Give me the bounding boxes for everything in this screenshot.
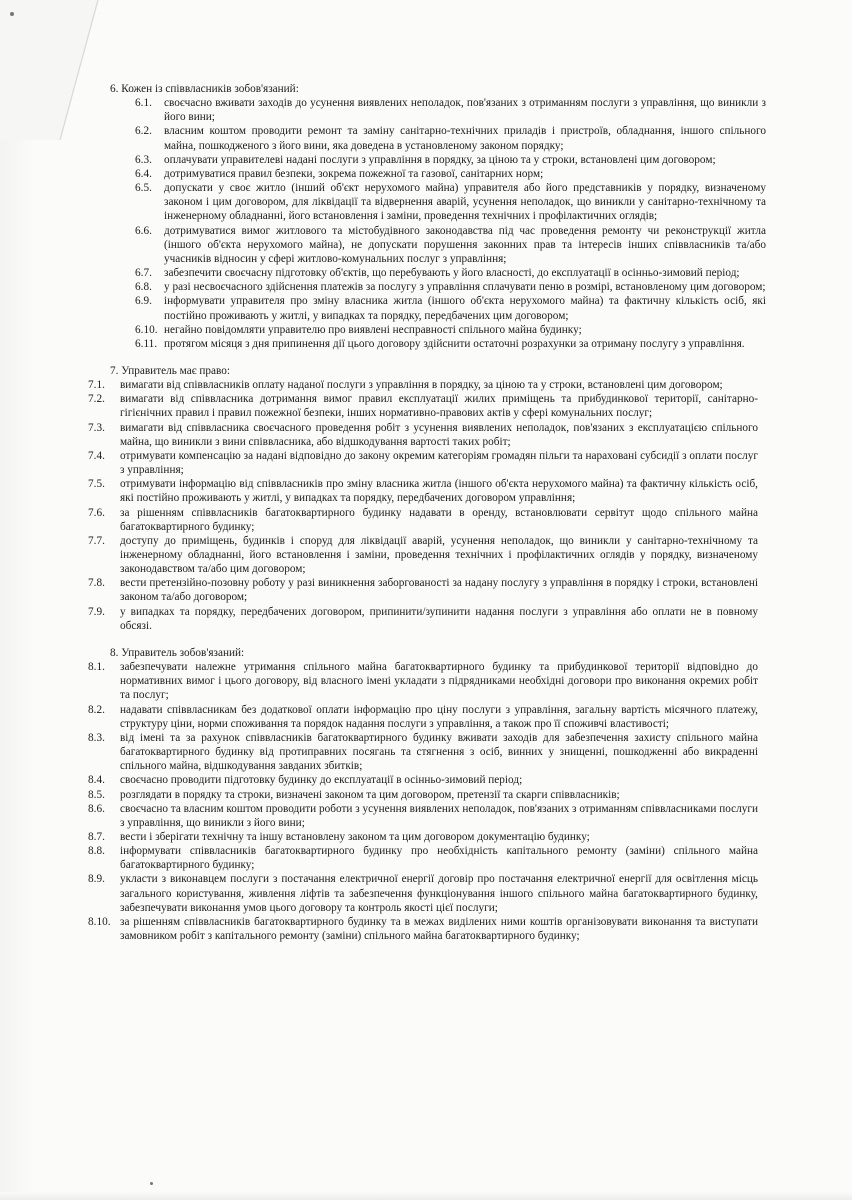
document-body bbox=[0, 82, 852, 943]
clause-number: 6.4. bbox=[135, 167, 152, 180]
clause-number: 8.8. bbox=[88, 845, 105, 858]
clause-text: інформувати управителя про зміну власника житла (іншого об'єкта нерухомого майна) та фактичну кількість осіб, які постійно проживають у житлі, у випадках та порядку, передбачених цим договором; bbox=[164, 295, 766, 322]
clause-text: вести претензійно-позовну роботу у разі виникнення заборгованості за надану послугу з управління в порядку і строки, встановлені законом та/або договором; bbox=[120, 577, 758, 604]
clause-item bbox=[0, 378, 852, 392]
clause-item bbox=[0, 872, 852, 914]
clause-list bbox=[0, 378, 852, 633]
clause-number: 7.8. bbox=[88, 577, 105, 590]
clause-number: 6.3. bbox=[135, 153, 152, 166]
clause-item bbox=[0, 392, 852, 420]
clause-number: 8.10. bbox=[88, 915, 111, 928]
clause-text: забезпечувати належне утримання спільного майна багатоквартирного будинку та прибудинкової території відповідно до нормативних вимог і цього договору, від власного імені укладати з підрядниками необхідні договори про виконання окремих робіт та послуг; bbox=[120, 661, 758, 702]
clause-text: у випадках та порядку, передбачених договором, припинити/зупинити надання послуги з управління або оплати не в повному обсязі. bbox=[120, 605, 758, 632]
clause-item bbox=[0, 802, 852, 830]
section-heading: 6. Кожен із співвласників зобов'язаний: bbox=[110, 83, 299, 95]
clause-item bbox=[0, 96, 852, 124]
clause-item bbox=[0, 830, 852, 844]
clause-number: 8.2. bbox=[88, 703, 105, 716]
clause-item bbox=[0, 660, 852, 702]
clause-text: дотримуватися вимог житлового та містобудівного законодавства під час проведення ремонту чи реконструкції житла (іншого об'єкта нерухомого майна), не допускати порушення законних прав та інтересів інших співвласників та/або учасників відносин у сфері житлово-комунальних послуг з управління; bbox=[164, 224, 766, 265]
section-heading: 7. Управитель має право: bbox=[110, 364, 230, 377]
clause-number: 7.6. bbox=[88, 506, 105, 519]
clause-item bbox=[0, 576, 852, 604]
clause-number: 6.10. bbox=[135, 323, 158, 336]
section-8 bbox=[0, 646, 852, 943]
clause-number: 6.6. bbox=[135, 224, 152, 237]
clause-text: розглядати в порядку та строки, визначені законом та цим договором, претензії та скарги співвласників; bbox=[120, 788, 620, 801]
clause-text: забезпечити своєчасну підготовку об'єктів, що перебувають у його власності, до експлуатації в осінньо-зимовий період; bbox=[164, 267, 740, 280]
clause-number: 7.9. bbox=[88, 605, 105, 618]
clause-list bbox=[0, 96, 852, 351]
clause-number: 8.5. bbox=[88, 788, 105, 801]
clause-number: 6.5. bbox=[135, 182, 152, 195]
punch-mark-bottom bbox=[150, 1182, 153, 1185]
clause-item bbox=[0, 124, 852, 152]
clause-text: протягом місяця з дня припинення дії цього договору здійснити остаточні розрахунки за отриману послугу з управління. bbox=[164, 337, 745, 350]
clause-number: 8.1. bbox=[88, 661, 105, 674]
clause-number: 7.4. bbox=[88, 449, 105, 462]
clause-item bbox=[0, 844, 852, 872]
clause-text: у разі несвоєчасного здійснення платежів за послугу з управління сплачувати пеню в розмірі, встановленому цим договором; bbox=[164, 281, 766, 294]
clause-item bbox=[0, 280, 852, 294]
clause-item bbox=[0, 506, 852, 534]
clause-item bbox=[0, 731, 852, 773]
clause-text: допускати у своє житло (інший об'єкт нерухомого майна) управителя або його представників у порядку, визначеному законом і цим договором, для ліквідації та відвернення аварій, усунення неполадок, що виникли у санітарно-технічному та інженерному обладнанні, його встановлення і заміни, проведення технічних і профілактичних оглядів; bbox=[164, 182, 766, 223]
clause-item bbox=[0, 421, 852, 449]
clause-text: вимагати від співвласника своєчасного проведення робіт з усунення виявлених неполадок, пов'язаних з експлуатацією спільного майна, що виникли з вини співвласника, або відшкодування вартості таких робіт; bbox=[120, 421, 758, 448]
clause-number: 8.9. bbox=[88, 873, 105, 886]
clause-text: вести і зберігати технічну та іншу встановлену законом та цим договором документацію будинку; bbox=[120, 830, 590, 843]
section-7 bbox=[0, 364, 852, 633]
clause-text: негайно повідомляти управителю про виявлені несправності спільного майна будинку; bbox=[164, 323, 582, 336]
page-bottom-edge bbox=[0, 1192, 852, 1200]
clause-item bbox=[0, 703, 852, 731]
clause-number: 8.7. bbox=[88, 830, 105, 843]
clause-item bbox=[0, 294, 852, 322]
clause-number: 8.6. bbox=[88, 802, 105, 815]
clause-number: 8.4. bbox=[88, 774, 105, 787]
clause-text: дотримуватися правил безпеки, зокрема пожежної та газової, санітарних норм; bbox=[164, 167, 544, 180]
clause-text: за рішенням співвласників багатоквартирного будинку надавати в оренду, встановлювати сервітут щодо спільного майна багатоквартирного будинку; bbox=[120, 506, 758, 533]
clause-item bbox=[0, 477, 852, 505]
clause-item bbox=[0, 605, 852, 633]
clause-text: отримувати компенсацію за надані відповідно до закону окремим категоріям громадян пільги та нараховані субсидії з оплати послуг з управління; bbox=[120, 449, 758, 477]
clause-item bbox=[0, 915, 852, 943]
clause-item bbox=[0, 167, 852, 181]
clause-number: 6.9. bbox=[135, 295, 152, 308]
clause-number: 6.7. bbox=[135, 267, 152, 280]
clause-text: доступу до приміщень, будинків і споруд для ліквідації аварій, усунення неполадок, що виникли у санітарно-технічному та інженерному обладнанні, його встановлення і заміни, проведення технічних і профілактичних оглядів у порядку, визначеному законодавством та/або цим договором; bbox=[120, 534, 758, 576]
clause-number: 7.3. bbox=[88, 421, 105, 434]
clause-text: своєчасно вживати заходів до усунення виявлених неполадок, пов'язаних з отриманням послуги з управління, що виникли з його вини; bbox=[164, 97, 766, 124]
section-heading: 8. Управитель зобов'язаний: bbox=[110, 646, 245, 659]
clause-item bbox=[0, 224, 852, 266]
punch-mark bbox=[10, 12, 14, 16]
clause-item bbox=[0, 449, 852, 477]
clause-number: 7.2. bbox=[88, 393, 105, 406]
clause-text: надавати співвласникам без додаткової оплати інформацію про ціну послуги з управління, загальну вартість місячного платежу, структуру ціни, норми споживання та порядок надання послуги з управління, а також про її споживчі властивості; bbox=[120, 703, 758, 730]
clause-text: від імені та за рахунок співвласників багатоквартирного будинку вживати заходів для забезпечення захисту спільного майна багатоквартирного будинку від протиправних посягань та стягнення з осіб, винних у знищенні, пошкодженні або викраденні спільного майна, відшкодування завданих збитків; bbox=[120, 731, 758, 773]
clause-text: укласти з виконавцем послуги з постачання електричної енергії договір про постачання електричної енергії для освітлення місць загального користування, живлення ліфтів та забезпечення функціонування іншого спільного майна багатоквартирного будинку, забезпечувати виконання умов цього договору та контроль якості цієї послуги; bbox=[120, 873, 758, 914]
clause-item bbox=[0, 266, 852, 280]
clause-item bbox=[0, 181, 852, 223]
clause-item bbox=[0, 323, 852, 337]
clause-number: 6.1. bbox=[135, 97, 152, 110]
clause-list bbox=[0, 660, 852, 943]
clause-number: 8.3. bbox=[88, 731, 105, 744]
clause-number: 6.2. bbox=[135, 125, 152, 138]
clause-text: своєчасно та власним коштом проводити роботи з усунення виявлених неполадок, пов'язаних з отриманням співвласниками послуги з управління, що виникли з його вини; bbox=[120, 802, 758, 829]
clause-text: інформувати співвласників багатоквартирного будинку про необхідність капітального ремонту (заміни) спільного майна багатоквартирного будинку; bbox=[120, 845, 758, 872]
clause-number: 6.11. bbox=[135, 337, 158, 350]
clause-text: вимагати від співвласників оплату наданої послуги з управління в порядку, за ціною та у строки, встановлені цим договором; bbox=[120, 379, 723, 392]
clause-item bbox=[0, 773, 852, 787]
clause-number: 6.8. bbox=[135, 281, 152, 294]
clause-text: за рішенням співвласників багатоквартирного будинку та в межах виділених ними коштів організовувати виконання та виступати замовником робіт з капітального ремонту (заміни) спільного майна багатоквартирного будинку; bbox=[120, 915, 758, 943]
clause-text: оплачувати управителеві надані послуги з управління в порядку, за ціною та у строки, встановлені цим договором; bbox=[164, 153, 716, 166]
clause-item bbox=[0, 153, 852, 167]
clause-text: вимагати від співвласника дотримання вимог правил експлуатації жилих приміщень та прибудинкової території, санітарно-гігієнічних правил і правил пожежної безпеки, інших нормативно-правових актів у сфері комунальних послуг; bbox=[120, 393, 758, 420]
clause-item bbox=[0, 337, 852, 351]
clause-item bbox=[0, 534, 852, 576]
clause-item bbox=[0, 788, 852, 802]
clause-number: 7.1. bbox=[88, 379, 105, 392]
clause-text: власним коштом проводити ремонт та заміну санітарно-технічних приладів і пристроїв, обладнання, іншого спільного майна, пошкодженого з його вини, яка доведена в установленому законом порядку; bbox=[164, 125, 766, 152]
section-6 bbox=[0, 82, 852, 351]
clause-text: своєчасно проводити підготовку будинку до експлуатації в осінньо-зимовий період; bbox=[120, 774, 523, 787]
clause-text: отримувати інформацію від співвласників про зміну власника житла (іншого об'єкта нерухомого майна) та фактичну кількість осіб, які постійно проживають у житлі, у випадках та порядку, передбачених договором управління; bbox=[120, 478, 758, 505]
clause-number: 7.5. bbox=[88, 478, 105, 491]
clause-number: 7.7. bbox=[88, 534, 105, 547]
